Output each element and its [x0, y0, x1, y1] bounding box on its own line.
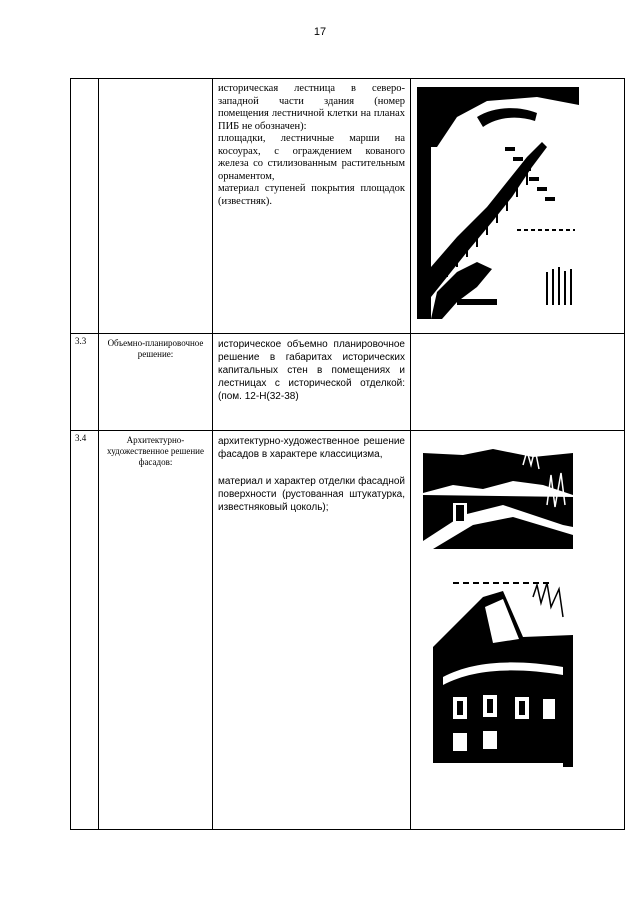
description-paragraph: материал ступеней покрытия площадок (известняк).	[218, 183, 405, 207]
photo-cell-empty	[411, 334, 625, 431]
description-paragraph: историческое объемно планировочное решение в габаритах исторических капитальных стен в помещениях и лестницах с исторической отделкой: (пом. 12-Н(32-38)	[218, 339, 405, 402]
description-paragraph: архитектурно-художественное решение фасадов в характере классицизма,	[218, 436, 405, 460]
row-number: 3.4	[71, 431, 99, 830]
description-paragraph: историческая лестница в северо-западной части здания (номер помещения лестничной клетки на планах ПИБ не обозначен):	[218, 83, 405, 132]
description-paragraph: материал и характер отделки фасадной поверхности (рустованная штукатурка, известняковый цоколь);	[218, 476, 405, 513]
row-description	[213, 334, 411, 431]
row-name: Архитектурно-художественное решение фасадов:	[99, 431, 213, 830]
row-description	[213, 431, 411, 830]
photo-cell	[411, 431, 625, 830]
description-paragraph: площадки, лестничные марши на косоурах, с ограждением кованого железа со стилизованным растительным орнаментом,	[218, 133, 405, 182]
monument-subject-table	[70, 78, 625, 830]
row-number: 3.3	[71, 334, 99, 431]
table-row-3-3	[71, 334, 625, 431]
row-name	[99, 79, 213, 334]
table-row-3-4	[71, 431, 625, 830]
row-number	[71, 79, 99, 334]
photo-cell	[411, 79, 625, 334]
page-number: 17	[313, 26, 327, 38]
facade-photo-2	[423, 577, 573, 777]
facade-photo-1	[423, 445, 573, 557]
row-name: Объемно-планировочное решение:	[99, 334, 213, 431]
row-description	[213, 79, 411, 334]
table-row-staircase	[71, 79, 625, 334]
staircase-photo	[417, 87, 579, 319]
